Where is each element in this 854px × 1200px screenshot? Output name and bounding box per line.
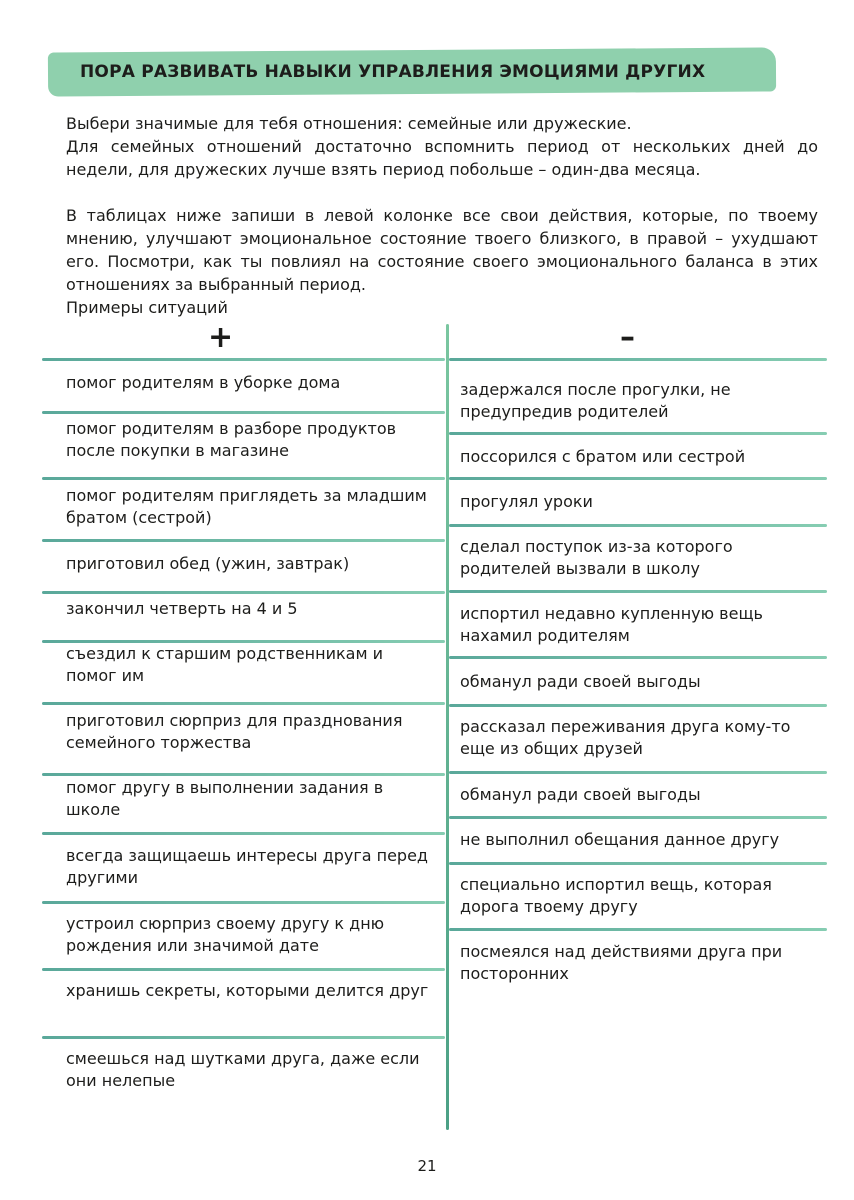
left-row-divider bbox=[42, 477, 445, 480]
right-row-divider bbox=[449, 816, 827, 819]
left-row-divider bbox=[42, 358, 445, 361]
left-list-item: помог родителям в разборе продуктов после покупки в магазине bbox=[66, 419, 397, 460]
examples-label: Примеры ситуаций bbox=[66, 298, 228, 317]
left-row-divider bbox=[42, 591, 445, 594]
right-list-item: обманул ради своей выгоды bbox=[460, 672, 701, 691]
left-row-divider bbox=[42, 1036, 445, 1039]
left-list-item: помог родителям приглядеть за младшим братом (сестрой) bbox=[66, 486, 427, 527]
left-list-item: помог родителям в уборке дома bbox=[66, 373, 341, 392]
right-list-item: не выполнил обещания данное другу bbox=[460, 830, 780, 849]
minus-column-header: – bbox=[620, 320, 635, 355]
right-row-divider bbox=[449, 524, 827, 527]
left-row-divider bbox=[42, 773, 445, 776]
right-list-item: посмеялся над действиями друга при посторонних bbox=[460, 942, 783, 983]
right-row-divider bbox=[449, 771, 827, 774]
left-row-divider bbox=[42, 702, 445, 705]
right-row-divider bbox=[449, 358, 827, 361]
left-row-divider bbox=[42, 539, 445, 542]
right-row-divider bbox=[449, 928, 827, 931]
left-list-item: помог другу в выполнении задания в школе bbox=[66, 778, 384, 819]
right-list-item: специально испортил вещь, которая дорога твоему другу bbox=[460, 875, 772, 916]
left-list-item: смеешься над шутками друга, даже если они нелепые bbox=[66, 1049, 420, 1090]
left-list-item: всегда защищаешь интересы друга перед другими bbox=[66, 846, 428, 887]
left-list-item: приготовил сюрприз для празднования семейного торжества bbox=[66, 711, 403, 752]
page-number: 21 bbox=[417, 1157, 437, 1175]
intro-line-2: Для семейных отношений достаточно вспомнить период от нескольких дней до недели, для дружеских лучше взять период побольше – один-два месяца. bbox=[66, 137, 818, 179]
left-row-divider bbox=[42, 832, 445, 835]
right-row-divider bbox=[449, 590, 827, 593]
right-list-item: испортил недавно купленную вещь нахамил родителям bbox=[460, 604, 763, 645]
left-list-item: устроил сюрприз своему другу к дню рождения или значимой дате bbox=[66, 914, 385, 955]
intro-text bbox=[66, 112, 818, 319]
right-row-divider bbox=[449, 656, 827, 659]
right-list-item: рассказал переживания друга кому-то еще из общих друзей bbox=[460, 717, 791, 758]
left-list-item: приготовил обед (ужин, завтрак) bbox=[66, 554, 350, 573]
plus-column-header: + bbox=[208, 320, 234, 355]
right-list-item: сделал поступок из-за которого родителей вызвали в школу bbox=[460, 537, 733, 578]
right-row-divider bbox=[449, 862, 827, 865]
left-row-divider bbox=[42, 411, 445, 414]
right-row-divider bbox=[449, 704, 827, 707]
right-list-item: задержался после прогулки, не предупредив родителей bbox=[460, 380, 731, 421]
left-list-item: закончил четверть на 4 и 5 bbox=[66, 599, 298, 618]
right-row-divider bbox=[449, 432, 827, 435]
left-row-divider bbox=[42, 901, 445, 904]
right-list-item: обманул ради своей выгоды bbox=[460, 785, 701, 804]
column-divider bbox=[446, 324, 449, 1130]
left-list-item: хранишь секреты, которыми делится друг bbox=[66, 981, 429, 1000]
left-list-item: съездил к старшим родственникам и помог им bbox=[66, 644, 383, 685]
right-list-item: поссорился с братом или сестрой bbox=[460, 447, 746, 466]
left-row-divider bbox=[42, 968, 445, 971]
intro-line-1: Выбери значимые для тебя отношения: семейные или дружеские. bbox=[66, 114, 632, 133]
right-row-divider bbox=[449, 477, 827, 480]
right-list-item: прогулял уроки bbox=[460, 492, 593, 511]
intro-paragraph-2: В таблицах ниже запиши в левой колонке все свои действия, которые, по твоему мнению, улучшают эмоциональное состояние твоего близкого, в правой – ухудшают его. Посмотри, как ты повлиял на состояние своего эмоционального баланса в этих отношениях за выбранный период. bbox=[66, 206, 818, 294]
page-title: ПОРА РАЗВИВАТЬ НАВЫКИ УПРАВЛЕНИЯ ЭМОЦИЯМИ ДРУГИХ bbox=[80, 62, 706, 82]
